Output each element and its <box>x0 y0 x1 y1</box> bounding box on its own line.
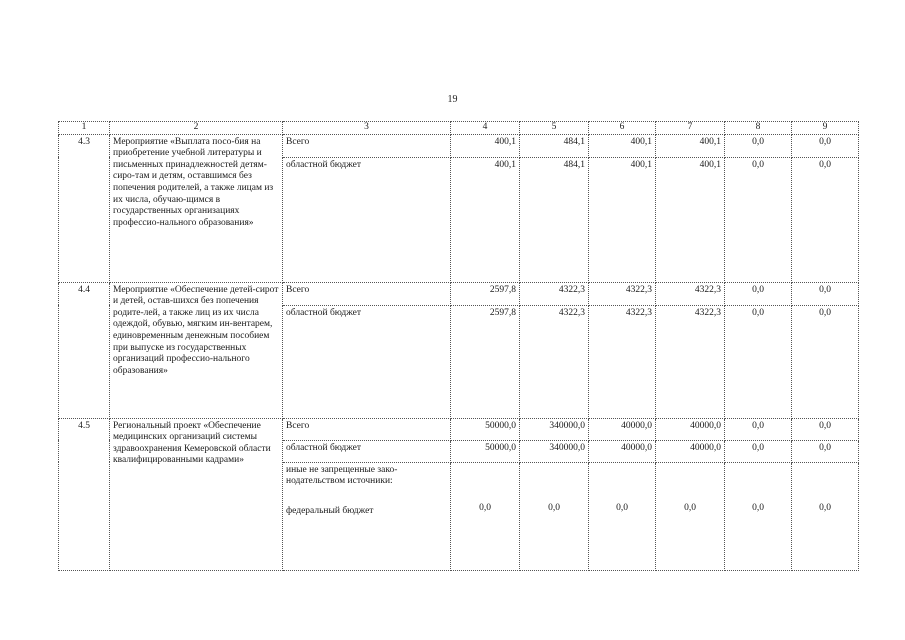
item-description: Мероприятие «Выплата посо-бия на приобретение учебной литературы и письменных принадлежностей детям-сиро-там и детям, оставшимся без попечения родителей, а также лицам из их числа, обучаю-щимся в государственных организациях профессио-нального образования» <box>110 134 283 282</box>
value-cell: 40000,0 <box>589 418 656 440</box>
column-header: 7 <box>656 122 725 135</box>
budget-table <box>58 121 859 571</box>
item-number: 4.3 <box>59 134 110 282</box>
column-header: 8 <box>725 122 792 135</box>
value-cell: 0,0 <box>792 462 859 570</box>
funding-source: иные не запрещенные зако-нодательством источники: <box>286 464 398 487</box>
value-cell: 400,1 <box>589 157 656 282</box>
value-cell: 0,0 <box>725 440 792 462</box>
value-cell: 340000,0 <box>520 440 589 462</box>
value-cell: 484,1 <box>520 134 589 157</box>
value-cell: 0,0 <box>725 418 792 440</box>
item-description: Региональный проект «Обеспечение медицинских организаций системы здравоохранения Кемеровской области квалифицированными кадрами» <box>110 418 283 570</box>
value-cell: 4322,3 <box>589 282 656 305</box>
value-cell: 40000,0 <box>589 440 656 462</box>
table-row <box>59 282 859 305</box>
value-cell: 40000,0 <box>656 440 725 462</box>
value-cell: 0,0 <box>656 462 725 570</box>
value-cell: 0,0 <box>792 305 859 418</box>
column-header: 3 <box>283 122 451 135</box>
value-cell: 0,0 <box>792 282 859 305</box>
value-cell: 400,1 <box>451 134 520 157</box>
value-cell: 0,0 <box>792 418 859 440</box>
table-row <box>59 418 859 440</box>
value-cell: 0,0 <box>451 462 520 570</box>
funding-source: областной бюджет <box>283 157 451 282</box>
column-number-row <box>59 122 859 135</box>
column-header: 9 <box>792 122 859 135</box>
value-cell: 400,1 <box>656 134 725 157</box>
value-cell: 4322,3 <box>520 305 589 418</box>
value-cell: 400,1 <box>589 134 656 157</box>
page-number: 19 <box>447 94 458 105</box>
funding-source: областной бюджет <box>283 305 451 418</box>
value-cell: 0,0 <box>725 157 792 282</box>
item-number: 4.5 <box>59 418 110 570</box>
column-header: 4 <box>451 122 520 135</box>
value-cell: 4322,3 <box>589 305 656 418</box>
value-cell: 400,1 <box>451 157 520 282</box>
value-cell: 40000,0 <box>656 418 725 440</box>
funding-source: областной бюджет <box>283 440 451 462</box>
column-header: 6 <box>589 122 656 135</box>
value-cell: 0,0 <box>792 440 859 462</box>
item-number: 4.4 <box>59 282 110 418</box>
item-description: Мероприятие «Обеспечение детей-сирот и детей, остав-шихся без попечения родите-лей, а также лиц из их числа одеждой, обувью, мягким ин-вентарем, единовременным денежным пособием при выпуске из государственных организаций профессио-нального образования» <box>110 282 283 418</box>
column-header: 5 <box>520 122 589 135</box>
table-row <box>59 134 859 157</box>
value-cell: 0,0 <box>792 134 859 157</box>
funding-source: Всего <box>283 418 451 440</box>
value-cell: 2597,8 <box>451 282 520 305</box>
value-cell: 50000,0 <box>451 418 520 440</box>
value-cell: 4322,3 <box>656 305 725 418</box>
value-cell: 0,0 <box>725 282 792 305</box>
value-cell: 340000,0 <box>520 418 589 440</box>
funding-source: Всего <box>283 282 451 305</box>
value-cell: 484,1 <box>520 157 589 282</box>
value-cell: 400,1 <box>656 157 725 282</box>
column-header: 1 <box>59 122 110 135</box>
value-cell: 0,0 <box>520 462 589 570</box>
funding-source: федеральный бюджет <box>286 505 374 516</box>
value-cell: 2597,8 <box>451 305 520 418</box>
value-cell: 4322,3 <box>520 282 589 305</box>
column-header: 2 <box>110 122 283 135</box>
funding-source-group <box>283 462 451 570</box>
funding-source: Всего <box>283 134 451 157</box>
value-cell: 50000,0 <box>451 440 520 462</box>
value-cell: 0,0 <box>792 157 859 282</box>
value-cell: 0,0 <box>725 462 792 570</box>
value-cell: 0,0 <box>725 305 792 418</box>
value-cell: 0,0 <box>725 134 792 157</box>
value-cell: 0,0 <box>589 462 656 570</box>
value-cell: 4322,3 <box>656 282 725 305</box>
